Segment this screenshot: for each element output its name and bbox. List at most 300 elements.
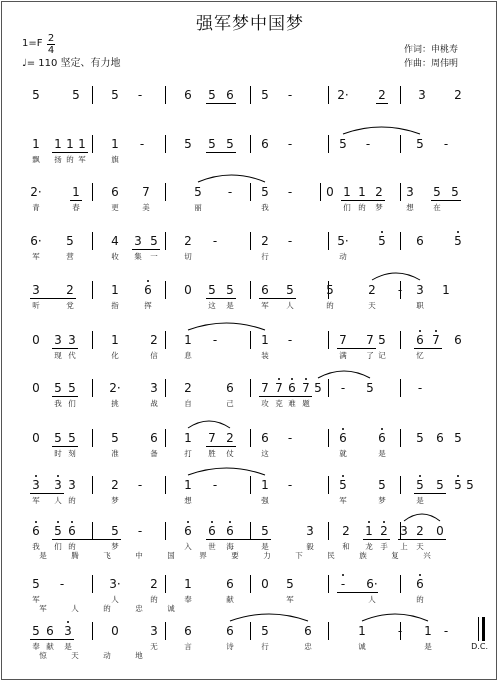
note: - [139, 137, 145, 151]
lyric-syllable: 要 [231, 551, 239, 560]
lyric-syllable: 胜 [208, 449, 216, 458]
note: 5 [261, 624, 269, 638]
note: 5 [416, 431, 424, 445]
tie-arc [230, 614, 308, 621]
note: 5 [451, 185, 459, 199]
note: 7 [275, 381, 283, 395]
note: 6 [304, 624, 312, 638]
lyric-syllable: 军 [32, 496, 40, 505]
note: 6· [366, 577, 378, 591]
lyric-syllable: 切 [184, 252, 192, 261]
note: 5 [68, 381, 76, 395]
lyric-syllable: 们 [54, 542, 62, 551]
lyric-syllable: 人 [111, 595, 119, 604]
note: 1 [111, 283, 119, 297]
lyric-syllable: 天 [71, 651, 79, 660]
lyric-syllable: 天 [368, 301, 376, 310]
note: 1 [184, 577, 192, 591]
note: 7 [261, 381, 269, 395]
lyric-syllable: 代 [68, 351, 76, 360]
song-title: 强军梦中国梦 [196, 14, 304, 34]
lyric-syllable: 美 [142, 203, 150, 212]
lyric-syllable: 言 [184, 642, 192, 651]
note: - [212, 234, 218, 248]
lyric-syllable: 飘 [32, 155, 40, 164]
note: 3 [54, 478, 62, 492]
note: 5 [339, 478, 347, 492]
note: 0 [32, 381, 40, 395]
note: 7 [208, 431, 216, 445]
lyric-syllable: 的 [326, 301, 334, 310]
final-barline-thick [482, 617, 485, 641]
note: 5 [72, 88, 80, 102]
note: 5 [433, 185, 441, 199]
note: 5 [416, 478, 424, 492]
tempo-marking: ♩= 110 坚定、有力地 [22, 58, 121, 69]
note: 0 [436, 524, 444, 538]
note: 5 [326, 283, 334, 297]
lyric-syllable: 装 [261, 351, 269, 360]
lyric-syllable: 动 [339, 252, 347, 261]
lyric-syllable: 题 [302, 399, 310, 408]
note: 6 [261, 283, 269, 297]
lyric-syllable: 梦 [111, 496, 119, 505]
note: 0 [32, 431, 40, 445]
lyric-syllable: 地 [135, 651, 143, 660]
note: 6 [32, 524, 40, 538]
note: 1 [111, 137, 119, 151]
note: - [340, 381, 346, 395]
lyric-syllable: 我 [54, 399, 62, 408]
lyric-syllable: 现 [54, 351, 62, 360]
note: 2 [416, 524, 424, 538]
lyric-syllable: 海 [226, 542, 234, 551]
note: 2 [454, 88, 462, 102]
tie-arc [362, 614, 428, 621]
lyric-syllable: 的 [150, 595, 158, 604]
note: 5 [378, 478, 386, 492]
lyric-syllable: 的 [103, 604, 111, 613]
lyric-syllable: 和 [342, 542, 350, 551]
lyric-syllable: 克 [275, 399, 283, 408]
note: 5 [286, 577, 294, 591]
note: 2 [380, 524, 388, 538]
lyric-syllable: 的 [358, 203, 366, 212]
note: - [365, 137, 371, 151]
note: 2 [378, 88, 386, 102]
note: 2 [226, 431, 234, 445]
lyric-syllable: 这 [208, 301, 216, 310]
note: 6 [226, 381, 234, 395]
note: 1 [365, 524, 373, 538]
note: 6 [339, 431, 347, 445]
lyric-syllable: 满 [339, 351, 347, 360]
lyric-syllable: 忠 [304, 642, 312, 651]
note: 3 [306, 524, 314, 538]
lyric-syllable: 是 [39, 551, 47, 560]
tie-arc [198, 175, 265, 182]
note: 1 [184, 431, 192, 445]
lyric-syllable: 的 [416, 595, 424, 604]
lyric-syllable: 军 [286, 595, 294, 604]
note: 2· [109, 381, 121, 395]
note: 7 [366, 333, 374, 347]
lyric-syllable: 挥 [144, 301, 152, 310]
note: 3 [68, 478, 76, 492]
lyric-syllable: 诚 [358, 642, 366, 651]
tie-arc [318, 371, 370, 378]
note: 6 [226, 524, 234, 538]
lyric-syllable: 献 [226, 595, 234, 604]
note: 7 [339, 333, 347, 347]
note: 6 [68, 524, 76, 538]
note: 5 [454, 431, 462, 445]
note: - [212, 478, 218, 492]
da-capo-mark: D.C. [471, 642, 488, 651]
note: 5 [150, 234, 158, 248]
lyric-syllable: 准 [111, 449, 119, 458]
note: 5 [208, 88, 216, 102]
lyric-syllable: 时 [54, 449, 62, 458]
final-barline-thin [478, 617, 479, 641]
lyric-syllable: 是 [378, 449, 386, 458]
note: 3 [32, 478, 40, 492]
note: 5 [54, 524, 62, 538]
note: 5 [32, 577, 40, 591]
lyric-syllable: 力 [263, 551, 271, 560]
note: 6 [416, 234, 424, 248]
lyric-syllable: 飞 [103, 551, 111, 560]
note: - [137, 88, 143, 102]
note: 7 [432, 333, 440, 347]
lyric-syllable: 梦 [375, 203, 383, 212]
tie-arc [343, 127, 420, 134]
lyric-syllable: 上 [400, 542, 408, 551]
note: 6 [378, 431, 386, 445]
note: 6· [30, 234, 42, 248]
lyric-syllable: 毅 [306, 542, 314, 551]
lyric-syllable: 天 [416, 542, 424, 551]
lyric-syllable: 一 [150, 252, 158, 261]
note: 5 [184, 137, 192, 151]
note: 6 [111, 185, 119, 199]
note: - [287, 137, 293, 151]
note: 6 [226, 577, 234, 591]
lyric-syllable: 下 [295, 551, 303, 560]
lyric-syllable: 扬 [54, 155, 62, 164]
lyric-syllable: 了 [366, 351, 374, 360]
lyric-syllable: 军 [32, 595, 40, 604]
note: - [287, 478, 293, 492]
note: 0 [32, 333, 40, 347]
lyric-syllable: 们 [68, 399, 76, 408]
note: 3 [418, 88, 426, 102]
note: - [137, 524, 143, 538]
lyric-syllable: 军 [32, 252, 40, 261]
lyric-syllable: 行 [261, 642, 269, 651]
note: 6 [184, 88, 192, 102]
lyric-syllable: 军 [39, 604, 47, 613]
lyric-syllable: 复 [391, 551, 399, 560]
note: 1 [72, 185, 80, 199]
lyric-syllable: 自 [184, 399, 192, 408]
tie-arc [188, 421, 230, 428]
note: 5 [416, 137, 424, 151]
lyric-syllable: 是 [424, 642, 432, 651]
note: 6 [416, 577, 424, 591]
lyric-syllable: 梦 [111, 542, 119, 551]
note: 2· [337, 88, 349, 102]
lyric-syllable: 我 [32, 542, 40, 551]
lyric-syllable: 挑 [111, 399, 119, 408]
note: 0 [184, 283, 192, 297]
note: 5 [208, 283, 216, 297]
note: 5 [378, 333, 386, 347]
note: 5 [436, 478, 444, 492]
note: 6 [144, 283, 152, 297]
note: 2 [342, 524, 350, 538]
lyric-syllable: 是 [64, 642, 72, 651]
note: - [340, 577, 346, 591]
lyric-syllable: 己 [226, 399, 234, 408]
lyric-syllable: 党 [66, 301, 74, 310]
lyric-syllable: 梦 [378, 496, 386, 505]
lyricist-credit: 作词：申桃寿 [403, 45, 458, 55]
note: 5 [111, 431, 119, 445]
lyric-syllable: 世 [208, 542, 216, 551]
lyric-syllable: 族 [359, 551, 367, 560]
time-signature-bottom: 4 [47, 45, 55, 56]
lyric-syllable: 春 [72, 203, 80, 212]
note: 6 [454, 333, 462, 347]
lyric-syllable: 奉 [184, 595, 192, 604]
note: - [397, 624, 403, 638]
note: 2· [30, 185, 42, 199]
note: 5 [226, 137, 234, 151]
lyric-syllable: 诗 [226, 642, 234, 651]
note: 5 [314, 381, 322, 395]
note: 2 [261, 234, 269, 248]
note: 6 [416, 333, 424, 347]
note: 1 [78, 137, 86, 151]
key-signature: 1=F [22, 38, 43, 49]
note: 6 [184, 524, 192, 538]
note: 2 [184, 234, 192, 248]
note: 3 [32, 283, 40, 297]
note: 3 [134, 234, 142, 248]
note: 2 [111, 478, 119, 492]
note: 5 [111, 88, 119, 102]
lyric-syllable: 人 [368, 595, 376, 604]
note: 5 [54, 381, 62, 395]
note: 1 [358, 624, 366, 638]
note: 7 [142, 185, 150, 199]
lyric-syllable: 难 [288, 399, 296, 408]
lyric-syllable: 听 [32, 301, 40, 310]
note: 3 [416, 283, 424, 297]
lyric-syllable: 奉 [32, 642, 40, 651]
lyric-syllable: 行 [261, 252, 269, 261]
tie-arc [188, 323, 265, 330]
lyric-syllable: 想 [406, 203, 414, 212]
note: 2 [368, 283, 376, 297]
lyric-syllable: 人 [54, 496, 62, 505]
lyric-syllable: 兴 [423, 551, 431, 560]
note: 0 [111, 624, 119, 638]
note: 5 [466, 478, 474, 492]
note: - [137, 478, 143, 492]
lyric-syllable: 息 [184, 351, 192, 360]
note: 2 [66, 283, 74, 297]
lyric-syllable: 民 [327, 551, 335, 560]
note: 5 [454, 234, 462, 248]
lyric-syllable: 我 [261, 203, 269, 212]
lyric-syllable: 打 [184, 449, 192, 458]
note: 5 [32, 624, 40, 638]
note: 6 [261, 137, 269, 151]
note: - [227, 185, 233, 199]
lyric-syllable: 集 [134, 252, 142, 261]
lyric-syllable: 军 [261, 301, 269, 310]
lyric-syllable: 更 [111, 203, 119, 212]
lyric-syllable: 人 [71, 604, 79, 613]
note: - [287, 185, 293, 199]
tie-arc [404, 514, 440, 521]
lyric-syllable: 想 [184, 496, 192, 505]
lyric-syllable: 国 [167, 551, 175, 560]
lyric-syllable: 化 [111, 351, 119, 360]
note: 0 [261, 577, 269, 591]
lyric-syllable: 在 [433, 203, 441, 212]
lyric-syllable: 刻 [68, 449, 76, 458]
time-signature-top: 2 [47, 33, 55, 44]
note: 1 [358, 185, 366, 199]
lyric-syllable: 强 [261, 496, 269, 505]
lyric-syllable: 入 [184, 542, 192, 551]
lyric-syllable: 军 [78, 155, 86, 164]
note: 6 [226, 624, 234, 638]
note: 5 [54, 431, 62, 445]
lyric-syllable: 的 [68, 542, 76, 551]
lyric-syllable: 献 [46, 642, 54, 651]
lyric-syllable: 收 [111, 252, 119, 261]
note: - [397, 283, 403, 297]
note: 3 [64, 624, 72, 638]
lyric-syllable: 职 [416, 301, 424, 310]
note: - [287, 88, 293, 102]
note: 1 [261, 478, 269, 492]
note: 5 [261, 185, 269, 199]
lyric-syllable: 动 [103, 651, 111, 660]
note: 6 [208, 524, 216, 538]
tie-arc [372, 273, 420, 280]
note: - [287, 234, 293, 248]
note: 3 [150, 381, 158, 395]
lyric-syllable: 是 [416, 496, 424, 505]
note: 5 [261, 88, 269, 102]
note: 5 [111, 524, 119, 538]
note: 1 [442, 283, 450, 297]
note: - [443, 137, 449, 151]
note: 3 [68, 333, 76, 347]
note: 3 [400, 524, 408, 538]
lyric-syllable: 仗 [226, 449, 234, 458]
note: 0 [326, 185, 334, 199]
lyric-syllable: 是 [261, 542, 269, 551]
lyric-syllable: 信 [150, 351, 158, 360]
note: 3 [406, 185, 414, 199]
note: 1 [343, 185, 351, 199]
note: 5 [208, 137, 216, 151]
lyric-syllable: 记 [378, 351, 386, 360]
composer-credit: 作曲：周伟明 [403, 59, 458, 69]
note: 5 [226, 283, 234, 297]
lyric-syllable: 的 [66, 155, 74, 164]
lyric-syllable: 旗 [111, 155, 119, 164]
lyric-syllable: 们 [343, 203, 351, 212]
note: 1 [32, 137, 40, 151]
note: 3 [150, 624, 158, 638]
lyric-syllable: 人 [286, 301, 294, 310]
note: 2 [375, 185, 383, 199]
note: 2 [150, 577, 158, 591]
note: 5 [454, 478, 462, 492]
note: 5 [68, 431, 76, 445]
lyric-syllable: 的 [68, 496, 76, 505]
lyric-syllable: 无 [150, 642, 158, 651]
lyric-syllable: 手 [380, 542, 388, 551]
note: 1 [111, 333, 119, 347]
note: 1 [184, 478, 192, 492]
note: 3 [54, 333, 62, 347]
note: 2 [184, 381, 192, 395]
lyric-syllable: 忆 [416, 351, 424, 360]
lyric-syllable: 青 [32, 203, 40, 212]
note: - [212, 333, 218, 347]
note: 5 [366, 381, 374, 395]
note: 6 [150, 431, 158, 445]
note: 7 [302, 381, 310, 395]
note: 1 [184, 333, 192, 347]
lyric-syllable: 营 [66, 252, 74, 261]
lyric-syllable: 忠 [135, 604, 143, 613]
note: 5 [261, 524, 269, 538]
note: 5 [286, 283, 294, 297]
lyric-syllable: 界 [199, 551, 207, 560]
tie-arc [188, 468, 265, 475]
note: 6 [288, 381, 296, 395]
note: 6 [184, 624, 192, 638]
note: 5 [339, 137, 347, 151]
note: - [59, 577, 65, 591]
note: - [287, 431, 293, 445]
lyric-syllable: 腾 [71, 551, 79, 560]
note: - [443, 624, 449, 638]
lyric-syllable: 丽 [194, 203, 202, 212]
lyric-syllable: 这 [261, 449, 269, 458]
note: 6 [261, 431, 269, 445]
note: 5 [194, 185, 202, 199]
lyric-syllable: 军 [339, 496, 347, 505]
note: 1 [261, 333, 269, 347]
lyric-syllable: 是 [226, 301, 234, 310]
note: - [417, 381, 423, 395]
lyric-syllable: 攻 [261, 399, 269, 408]
lyric-syllable: 诚 [167, 604, 175, 613]
note: 5· [337, 234, 349, 248]
note: 6 [46, 624, 54, 638]
note: 4 [111, 234, 119, 248]
